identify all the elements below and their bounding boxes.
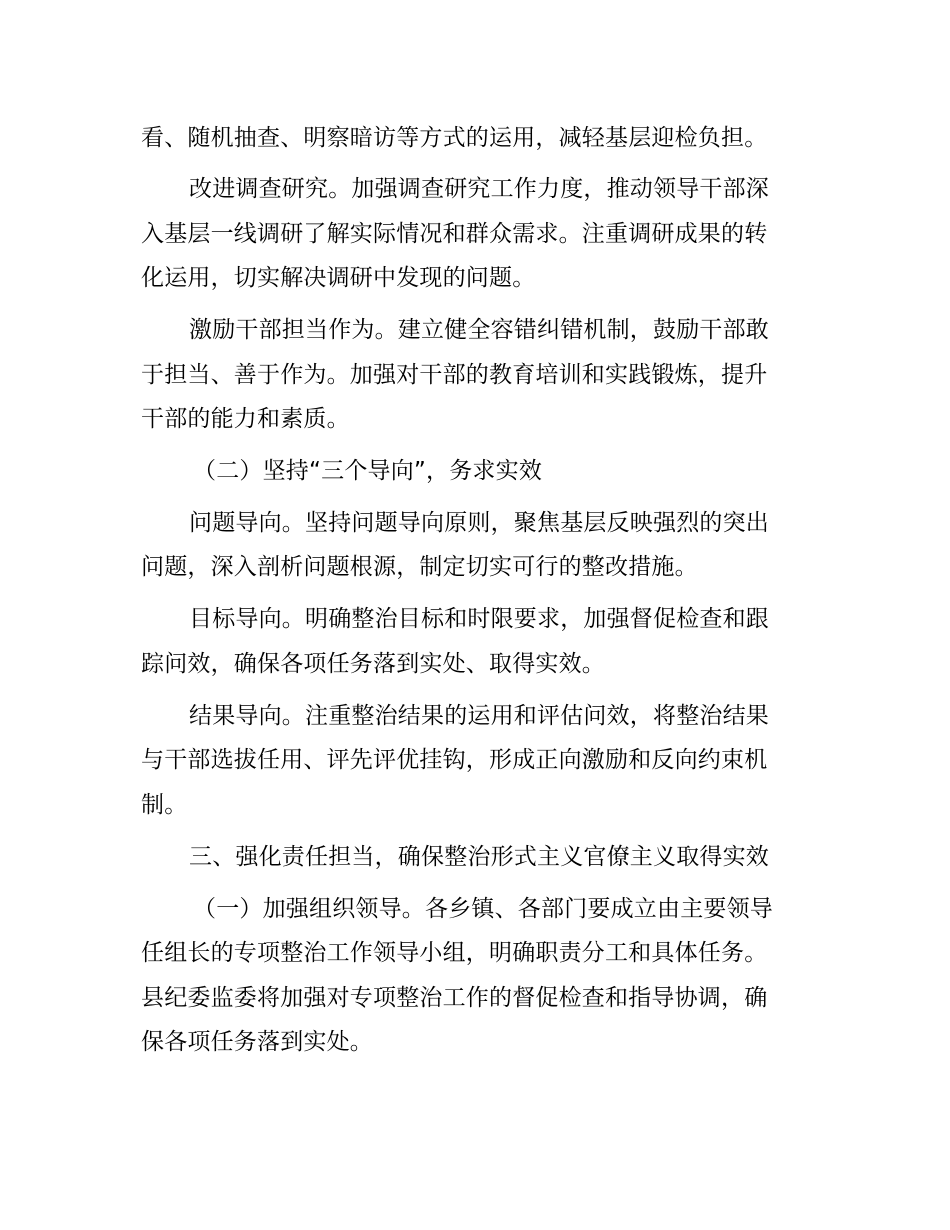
text-line: 任组长的专项整治工作领导小组，明确职责分工和具体任务。 [141, 940, 768, 966]
text-line: 看、随机抽查、明察暗访等方式的运用，减轻基层迎检负担。 [141, 125, 768, 151]
text-line: 县纪委监委将加强对专项整治工作的督促检查和指导协调，确 [141, 985, 768, 1011]
text-line: 问题，深入剖析问题根源，制定切实可行的整改措施。 [141, 554, 698, 580]
text-line: 于担当、善于作为。加强对干部的教育培训和实践锻炼，提升 [141, 362, 768, 388]
text-line: 改进调查研究。加强调查研究工作力度，推动领导干部深 [189, 176, 769, 202]
text-line: 激励干部担当作为。建立健全容错纠错机制，鼓励干部敢 [189, 317, 769, 343]
text-line: 踪问效，确保各项任务落到实处、取得实效。 [141, 651, 605, 677]
text-line: 制。 [141, 792, 188, 818]
section-heading: （二）坚持“三个导向”，务求实效 [193, 458, 543, 484]
text-line: （一）加强组织领导。各乡镇、各部门要成立由主要领导 [193, 896, 773, 922]
text-line: 目标导向。明确整治目标和时限要求，加强督促检查和跟 [189, 606, 769, 632]
text-line: 化运用，切实解决调研中发现的问题。 [141, 265, 536, 291]
text-line: 与干部选拔任用、评先评优挂钩，形成正向激励和反向约束机 [141, 747, 768, 773]
text-line: 保各项任务落到实处。 [141, 1029, 373, 1055]
text-line: 干部的能力和素质。 [141, 406, 350, 432]
text-line: 入基层一线调研了解实际情况和群众需求。注重调研成果的转 [141, 221, 768, 247]
section-heading: 三、强化责任担当，确保整治形式主义官僚主义取得实效 [189, 844, 769, 870]
text-line: 问题导向。坚持问题导向原则，聚焦基层反映强烈的突出 [189, 510, 769, 536]
text-line: 结果导向。注重整治结果的运用和评估问效，将整治结果 [189, 703, 769, 729]
